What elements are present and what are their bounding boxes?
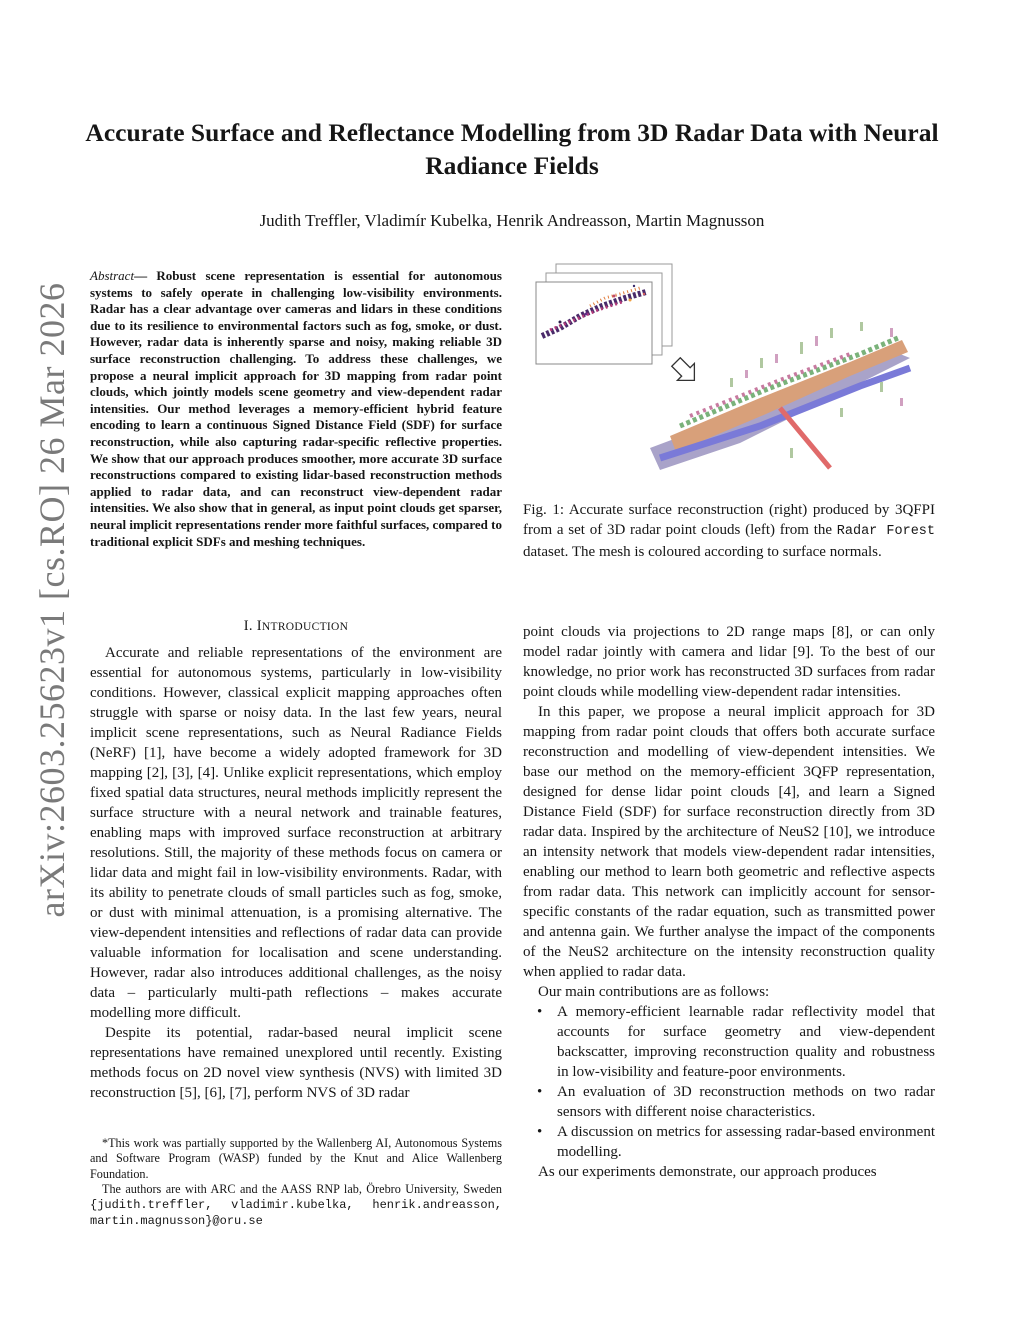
contribution-text: A memory-efficient learnable radar reflectivity model that accounts for surface geometry and view-dependent backscatter, improving reconstruction quality and robustness in low-visibility and feature-poor environments. bbox=[557, 1004, 935, 1080]
figure-1 bbox=[530, 258, 930, 490]
figure-caption bbox=[523, 500, 935, 562]
right-paragraph-1: point clouds via projections to 2D range maps [8], or can only model radar jointly with camera and lidar [9]. To the best of our knowledge, no prior work has reconstructed 3D surfaces from radar point clouds while modelling view-dependent radar intensities. bbox=[523, 624, 935, 700]
introduction-section bbox=[90, 616, 502, 1103]
list-item bbox=[523, 1122, 935, 1162]
right-column-body bbox=[523, 622, 935, 1182]
author-emails: {judith.treffler, vladimir.kubelka, henrik.andreasson, martin.magnusson}@oru.se bbox=[90, 1198, 502, 1229]
intro-paragraph-1: Accurate and reliable representations of the environment are essential for autonomous systems, particularly in low-visibility conditions. However, classical explicit mapping approaches often struggle with sparse or noisy data. In the last few years, neural implicit scene representations, such as Neural Radiance Fields (NeRF) [1], have become a widely adopted framework for 3D mapping [2], [3], [4]. Unlike explicit representations, which employ fixed spatial data structures, neural methods implicitly represent the surface structure with a neural network and trainable features, enabling maps with improved surface reconstruction at arbitrary resolutions. Still, the majority of these methods focus on camera or lidar data and might fail in low-visibility environments. Radar, with its ability to penetrate clouds of small particles such as fog, smoke, or dust with minimal attenuation, is a promising alternative. The view-dependent intensities and reflections of radar data can provide valuable information for localisation and scene understanding. However, radar also introduces additional challenges, as the noisy data – particularly multi-path reflections – makes accurate modelling more difficult. bbox=[90, 645, 502, 1021]
arxiv-stamp bbox=[22, 200, 82, 1000]
section-title-rest: NTRODUCTION bbox=[261, 621, 349, 633]
abstract-label: Abstract bbox=[90, 268, 135, 283]
section-number: I. bbox=[243, 618, 253, 634]
closing-line: As our experiments demonstrate, our approach produces bbox=[538, 1164, 877, 1180]
right-paragraph-2: In this paper, we propose a neural implicit approach for 3D mapping from radar point clouds that offers both accurate surface reconstruction and modelling of view-dependent intensities. We base our method on the memory-efficient 3QFP representation, designed for dense lidar point clouds [4], and learn a Signed Distance Field (SDF) for surface reconstruction directly from 3D radar data. Inspired by the architecture of NeuS2 [10], we introduce an intensity network that models view-dependent radar intensities, enabling our method to learn both geometric and reflective aspects from radar data. This network can implicitly account for sensor-specific constants of the radar equation, such as transmitted power and antenna gain. We further analyse the impact of the components of the NeuS2 architecture on the intensity reconstruction quality when applied to radar data. bbox=[523, 704, 935, 980]
footnotes bbox=[90, 1136, 502, 1230]
right-paragraph-3: Our main contributions are as follows: bbox=[538, 984, 770, 1000]
abstract-text: — Robust scene representation is essential for autonomous systems to safely operate in challenging low-visibility environments. Radar has a clear advantage over cameras and lidars in these conditions due to its resilience to environmental factors such as fog, smoke, or dust. However, radar data is inherently sparse and noisy, making reliable 3D surface reconstruction challenging. To address these challenges, we propose a neural implicit approach for 3D mapping from radar point clouds, which jointly models scene geometry and view-dependent radar intensities. Our method leverages a memory-efficient hybrid feature encoding to learn a continuous Signed Distance Field (SDF) for surface reconstruction, while also capturing radar-specific reflective properties. We show that our approach produces smoother, more accurate 3D surface reconstructions compared to existing lidar-based reconstruction methods applied to radar data, and can reconstruct view-dependent radar intensities. We also show that in general, as input point clouds get sparser, neural implicit representations render more faithful surfaces, compared to traditional explicit SDFs and meshing techniques. bbox=[90, 268, 502, 549]
section-title-initial: I bbox=[256, 618, 262, 634]
reconstructed-mesh bbox=[650, 322, 910, 470]
arrow-icon bbox=[668, 354, 703, 389]
author-list: Judith Treffler, Vladimír Kubelka, Henrik Andreasson, Martin Magnusson bbox=[259, 211, 765, 230]
radar-reconstruction-figure bbox=[530, 258, 930, 490]
bullet-icon: • bbox=[537, 1004, 543, 1020]
affiliation-footnote bbox=[90, 1182, 502, 1230]
bullet-icon: • bbox=[537, 1124, 543, 1140]
abstract bbox=[90, 268, 502, 550]
section-heading bbox=[90, 616, 502, 637]
contribution-text: An evaluation of 3D reconstruction methods on two radar sensors with different noise characteristics. bbox=[557, 1084, 935, 1120]
list-item bbox=[523, 1082, 935, 1122]
point-cloud-frames bbox=[536, 264, 672, 364]
caption-prefix: Fig. 1: Accurate surface reconstruction (right) produced by 3QFPI from a set of 3D radar point clouds (left) from the bbox=[523, 502, 935, 538]
contribution-list bbox=[523, 1002, 935, 1162]
list-item bbox=[523, 1002, 935, 1082]
bullet-icon: • bbox=[537, 1084, 543, 1100]
caption-text bbox=[523, 500, 935, 562]
intro-paragraph-2: Despite its potential, radar-based neural implicit scene representations have remained unexplored until recently. Existing methods focus on 2D novel view synthesis (NVS) with limited 3D reconstruction [5], [6], [7], perform NVS of 3D radar bbox=[90, 1025, 502, 1101]
funding-footnote: *This work was partially supported by the Wallenberg AI, Autonomous Systems and Software Program (WASP) funded by the Knut and Alice Wallenberg Foundation. bbox=[90, 1136, 502, 1181]
arxiv-id: arXiv:2603.25623v1 [cs.RO] 26 Mar 2026 bbox=[32, 282, 72, 918]
dataset-name: Radar Forest bbox=[836, 524, 935, 539]
contribution-text: A discussion on metrics for assessing radar-based environment modelling. bbox=[557, 1124, 935, 1160]
caption-suffix: dataset. The mesh is coloured according to surface normals. bbox=[523, 544, 882, 560]
paper-title: Accurate Surface and Reflectance Modelling from 3D Radar Data with Neural Radiance Fields bbox=[85, 118, 939, 180]
affiliation-text: The authors are with ARC and the AASS RNP lab, Örebro University, Sweden bbox=[102, 1181, 502, 1196]
